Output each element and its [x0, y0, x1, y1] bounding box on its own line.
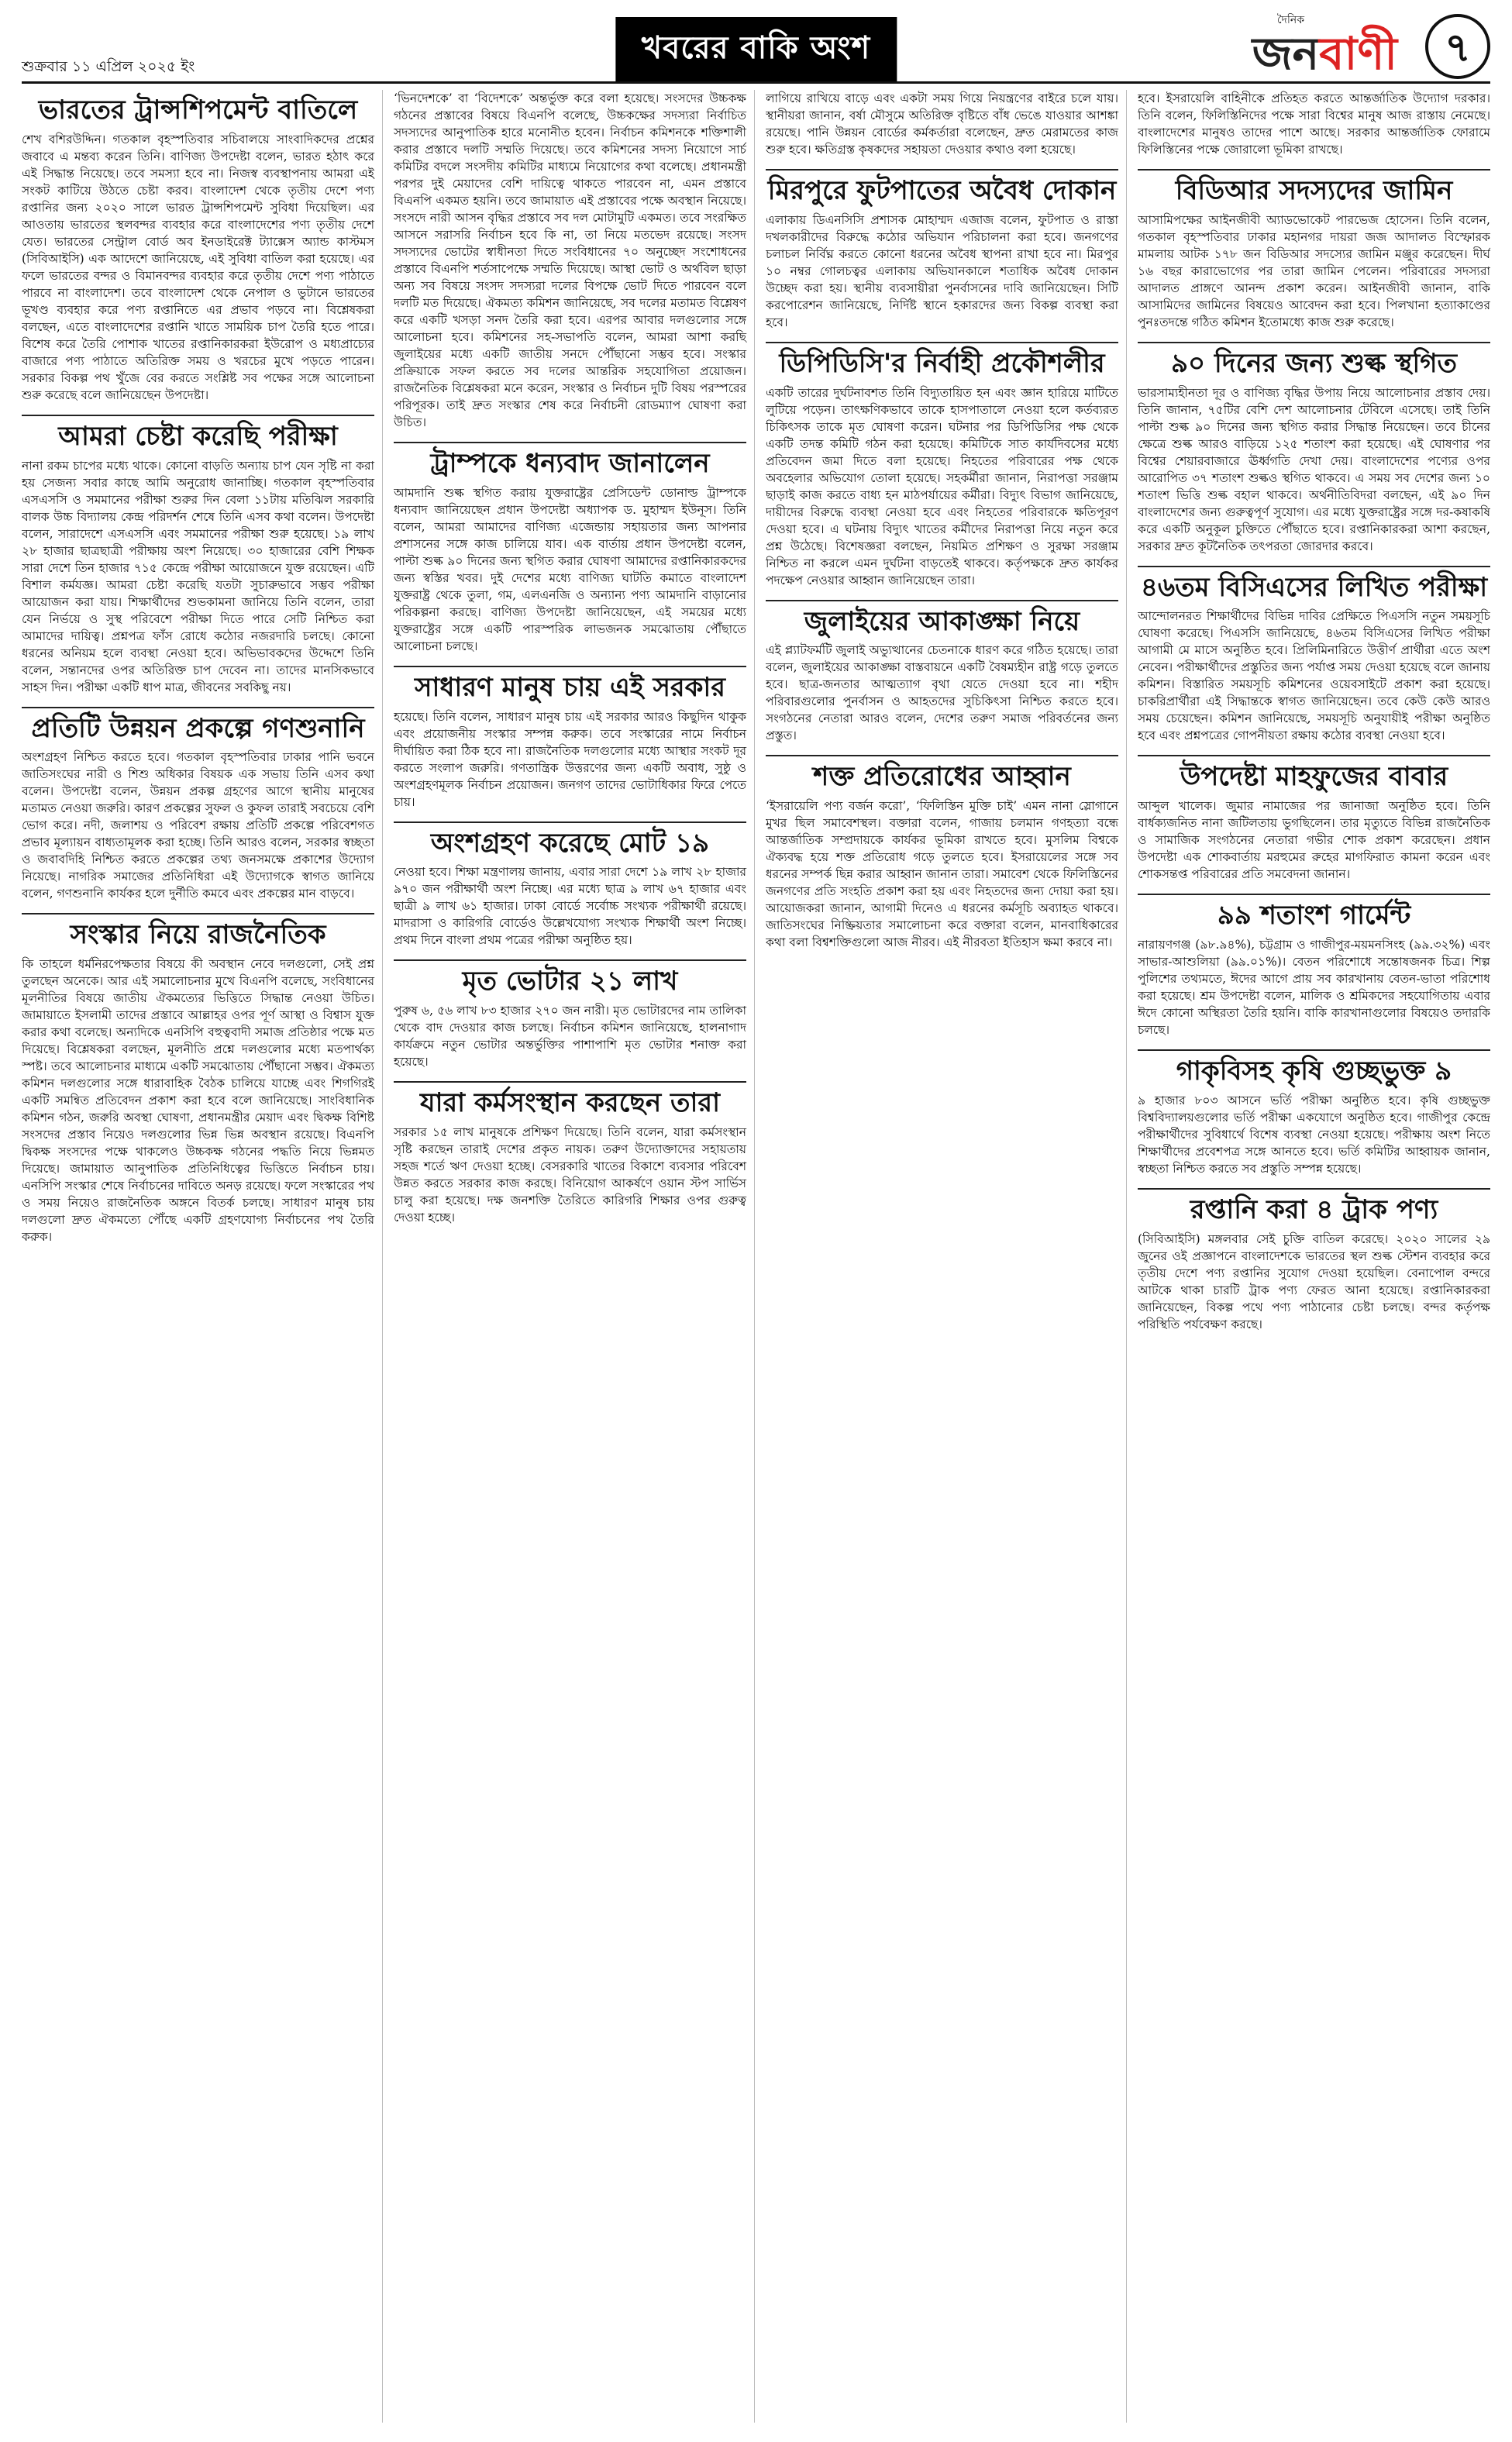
article	[394, 1081, 746, 1226]
article-headline: জুলাইয়ের আকাঙ্ক্ষা নিয়ে	[766, 600, 1118, 638]
newspaper-logo	[1252, 11, 1397, 80]
column-3	[766, 90, 1127, 2423]
article-body: ৯ হাজার ৮০৩ আসনে ভর্তি পরীক্ষা অনুষ্ঠিত হবে। কৃষি গুচ্ছভুক্ত বিশ্ববিদ্যালয়গুলোর ভর্তি পরীক্ষা একযোগে অনুষ্ঠিত হবে। গাজীপুর কেন্দ্রে পরীক্ষার্থীদের সুবিধার্থে বিশেষ ব্যবস্থা নেওয়া হয়েছে। পরীক্ষায় অংশ নিতে শিক্ষার্থীদের প্রবেশপত্র সঙ্গে আনতে হবে। ভর্তি কমিটির আহ্বায়ক জানান, স্বচ্ছতা নিশ্চিত করতে সব প্রস্তুতি সম্পন্ন হয়েছে।	[1138, 1093, 1490, 1176]
column-1	[22, 90, 383, 2423]
article-headline: মিরপুরে ফুটপাতের অবৈধ দোকান	[766, 169, 1118, 207]
article	[1138, 755, 1490, 883]
article-body: লাগিয়ে রাখিয়ে বাড়ে এবং একটা সময় গিয়ে নিয়ন্ত্রণের বাইরে চলে যায়। স্থানীয়রা জানান, বর্ষা মৌসুমে অতিরিক্ত বৃষ্টিতে বাঁধ ভেঙে যাওয়ার আশঙ্কা রয়েছে। পানি উন্নয়ন বোর্ডের কর্মকর্তারা বলেছেন, দ্রুত মেরামতের কাজ শুরু হবে। ক্ষতিগ্রস্ত কৃষকদের সহায়তা দেওয়ার কথাও বলা হয়েছে।	[766, 91, 1118, 157]
article-body: কি তাহলে ধর্মনিরপেক্ষতার বিষয়ে কী অবস্থান নেবে দলগুলো, সেই প্রশ্ন তুলছেন অনেকে। আর এই সমালোচনার মুখে বিএনপি বলেছে, সংবিধানের মূলনীতির বিষয়ে জাতীয় ঐকমত্যের ভিত্তিতে সিদ্ধান্ত নেওয়া উচিত। জামায়াতে ইসলামী তাদের প্রস্তাবে আল্লাহর ওপর পূর্ণ আস্থা ও বিশ্বাস যুক্ত করার কথা বলেছে। অন্যদিকে এনসিপি বহুত্ববাদী সমাজ প্রতিষ্ঠার পক্ষে মত দিয়েছে। বিশ্লেষকরা বলছেন, মূলনীতি প্রশ্নে দলগুলোর মধ্যে মতপার্থক্য স্পষ্ট। তবে আলোচনার মাধ্যমে একটি সমঝোতায় পৌঁছানো সম্ভব। ঐকমত্য কমিশন দলগুলোর সঙ্গে ধারাবাহিক বৈঠক চালিয়ে যাচ্ছে এবং শিগগিরই একটি সমন্বিত প্রতিবেদন প্রকাশ করা হবে বলে জানিয়েছে। সাংবিধানিক কমিশন গঠন, জরুরি অবস্থা ঘোষণা, প্রধানমন্ত্রীর মেয়াদ এবং দ্বিকক্ষ বিশিষ্ট সংসদের প্রস্তাব নিয়েও দলগুলোর ভিন্ন ভিন্ন অবস্থান রয়েছে। বিএনপি দ্বিকক্ষ সংসদের পক্ষে থাকলেও উচ্চকক্ষ গঠনের পদ্ধতি নিয়ে ভিন্নমত দিয়েছে। জামায়াত আনুপাতিক প্রতিনিধিত্বের ভিত্তিতে নির্বাচন চায়। এনসিপি সংস্কার শেষে নির্বাচনের দাবিতে অনড় রয়েছে। ফলে সংস্কারের পথ ও সময় নিয়েও রাজনৈতিক অঙ্গনে বিতর্ক চলছে। সাধারণ মানুষ চায় দলগুলো দ্রুত ঐকমত্যে পৌঁছে একটি গ্রহণযোগ্য নির্বাচনের পথ তৈরি করুক।	[22, 957, 374, 1245]
article-body: (সিবিআইসি) মঙ্গলবার সেই চুক্তি বাতিল করেছে। ২০২০ সালের ২৯ জুনের ওই প্রজ্ঞাপনে বাংলাদেশকে ভারতের স্থল শুল্ক স্টেশন ব্যবহার করে তৃতীয় দেশে পণ্য রপ্তানির সুযোগ দেওয়া হয়েছিল। বেনাপোল বন্দরে আটকে থাকা চারটি ট্রাক পণ্য ফেরত আনা হয়েছে। রপ্তানিকারকরা জানিয়েছেন, বিকল্প পথে পণ্য পাঠানোর চেষ্টা চলছে। বন্দর কর্তৃপক্ষ পরিস্থিতি পর্যবেক্ষণ করছে।	[1138, 1231, 1490, 1331]
article-headline: শক্ত প্রতিরোধের আহ্বান	[766, 755, 1118, 793]
column-4	[1138, 90, 1490, 2423]
article-body: আব্দুল খালেক। জুমার নামাজের পর জানাজা অনুষ্ঠিত হবে। তিনি বার্ধক্যজনিত নানা জটিলতায় ভুগছিলেন। তার মৃত্যুতে বিভিন্ন রাজনৈতিক ও সামাজিক সংগঠনের নেতারা গভীর শোক প্রকাশ করেছেন। প্রধান উপদেষ্টা এক শোকবার্তায় মরহুমের রুহের মাগফিরাত কামনা করেন এবং শোকসন্তপ্ত পরিবারের প্রতি সমবেদনা জানান।	[1138, 799, 1490, 882]
article-headline: ৯০ দিনের জন্য শুল্ক স্থগিত	[1138, 342, 1490, 380]
article-body: এলাকায় ডিএনসিসি প্রশাসক মোহাম্মদ এজাজ বলেন, ফুটপাত ও রাস্তা দখলকারীদের বিরুদ্ধে কঠোর অভিযান পরিচালনা করা হবে। জনগণের চলাচল নির্বিঘ্ন করতে কোনো ধরনের অবৈধ স্থাপনা রাখা হবে না। মিরপুর ১০ নম্বর গোলচত্বর এলাকায় অভিযানকালে শতাধিক অবৈধ দোকান উচ্ছেদ করা হয়। স্থানীয় ব্যবসায়ীরা পুনর্বাসনের দাবি জানিয়েছেন। সিটি করপোরেশন জানিয়েছে, নির্দিষ্ট স্থানে হকারদের জন্য বিকল্প ব্যবস্থা করা হবে।	[766, 212, 1118, 329]
article	[394, 666, 746, 811]
page-number: ৭	[1425, 14, 1490, 79]
article	[22, 707, 374, 903]
article-body: আমদানি শুল্ক স্থগিত করায় যুক্তরাষ্ট্রের প্রেসিডেন্ট ডোনাল্ড ট্রাম্পকে ধন্যবাদ জানিয়েছেন প্রধান উপদেষ্টা অধ্যাপক ড. মুহাম্মদ ইউনূস। তিনি বলেন, আমরা আমাদের বাণিজ্য এজেন্ডায় সহায়তার জন্য আপনার প্রশাসনের সঙ্গে কাজ চালিয়ে যাব। এক বার্তায় প্রধান উপদেষ্টা বলেন, পাল্টা শুল্ক ৯০ দিনের জন্য স্থগিত করার ঘোষণা আমাদের রপ্তানিকারকদের জন্য স্বস্তির খবর। দুই দেশের মধ্যে বাণিজ্য ঘাটতি কমাতে বাংলাদেশ যুক্তরাষ্ট্র থেকে তুলা, গম, এলএনজি ও অন্যান্য পণ্য আমদানি বাড়ানোর পরিকল্পনা করছে। বাণিজ্য উপদেষ্টা জানিয়েছেন, এই সময়ের মধ্যে যুক্তরাষ্ট্রের সঙ্গে একটি পারস্পরিক লাভজনক সমঝোতায় পৌঁছাতে আলোচনা চলছে।	[394, 485, 746, 653]
article	[394, 90, 746, 431]
article	[394, 821, 746, 949]
article-body: নানা রকম চাপের মধ্যে থাকে। কোনো বাড়তি অন্যায় চাপ যেন সৃষ্টি না করা হয় সেজন্য সবার কাছে আমি অনুরোধ জানাচ্ছি। গতকাল বৃহস্পতিবার এসএসসি ও সমমানের পরীক্ষা শুরুর দিন বেলা ১১টায় মতিঝিল সরকারি বালক উচ্চ বিদ্যালয় কেন্দ্র পরিদর্শন শেষে তিনি এসব কথা বলেন। উপদেষ্টা বলেন, সারাদেশে এসএসসি এবং সমমানের পরীক্ষা শুরু হয়েছে। ১৯ লাখ ২৮ হাজার ছাত্রছাত্রী পরীক্ষায় অংশ নিয়েছে। ৩০ হাজারের বেশি শিক্ষক সারা দেশে তিন হাজার ৭১৫ কেন্দ্রে পরীক্ষা আয়োজনে যুক্ত রয়েছেন। এটি বিশাল কর্মযজ্ঞ। আমরা চেষ্টা করেছি যতটা সুচারুভাবে সম্ভব পরীক্ষা আয়োজন করা যায়। শিক্ষার্থীদের শুভকামনা জানিয়ে তিনি বলেন, তারা যেন নির্ভয়ে ও সুস্থ পরিবেশে পরীক্ষা দিতে পারে সেটি নিশ্চিত করা আমাদের দায়িত্ব। প্রশ্নপত্র ফাঁস রোধে কঠোর নজরদারি চলছে। কোনো ধরনের অনিয়ম হলে ব্যবস্থা নেওয়া হবে। অভিভাবকদের উদ্দেশে তিনি বলেন, সন্তানদের ওপর অতিরিক্ত চাপ দেবেন না। তাদের মানসিকভাবে সাহস দিন। পরীক্ষা একটি ধাপ মাত্র, জীবনের সবকিছু নয়।	[22, 458, 374, 694]
article-headline: যারা কর্মসংস্থান করছেন তারা	[394, 1081, 746, 1119]
article	[22, 95, 374, 404]
article-headline: ৯৯ শতাংশ গার্মেন্ট	[1138, 894, 1490, 932]
article-body: আসামিপক্ষের আইনজীবী অ্যাডভোকেট পারভেজ হোসেন। তিনি বলেন, গতকাল বৃহস্পতিবার ঢাকার মহানগর দায়রা জজ আদালত বিস্ফোরক মামলায় আটক ১৭৮ জন বিডিআর সদস্যের জামিন মঞ্জুর করেছেন। দীর্ঘ ১৬ বছর কারাভোগের পর তারা জামিন পেলেন। পরিবারের সদস্যরা আদালত প্রাঙ্গণে আনন্দ প্রকাশ করেন। আইনজীবী জানান, বাকি আসামিদের জামিনের বিষয়েও আবেদন করা হবে। পিলখানা হত্যাকাণ্ডের পুনঃতদন্তে গঠিত কমিশন ইতোমধ্যে কাজ শুরু করেছে।	[1138, 212, 1490, 329]
article	[394, 442, 746, 655]
article	[22, 415, 374, 696]
article	[1138, 1188, 1490, 1333]
section-title: খবরের বাকি অংশ	[615, 17, 897, 81]
article-headline: মৃত ভোটার ২১ লাখ	[394, 959, 746, 997]
article	[766, 90, 1118, 158]
columns	[22, 90, 1490, 2423]
article-headline: উপদেষ্টা মাহফুজের বাবার	[1138, 755, 1490, 793]
article	[766, 342, 1118, 589]
article-body: অংশগ্রহণ নিশ্চিত করতে হবে। গতকাল বৃহস্পতিবার ঢাকার পানি ভবনে জাতিসংঘের নারী ও শিশু অধিকার বিষয়ক এক সভায় তিনি এসব কথা বলেন। উপদেষ্টা বলেন, উন্নয়ন প্রকল্প গ্রহণের আগে স্থানীয় মানুষের মতামত নেওয়া জরুরি। কারণ প্রকল্পের সুফল ও কুফল তারাই সবচেয়ে বেশি ভোগ করে। নদী, জলাশয় ও পরিবেশ রক্ষায় প্রতিটি প্রকল্পে পরিবেশগত প্রভাব মূল্যায়ন বাধ্যতামূলক করা হচ্ছে। তিনি আরও বলেন, সরকার স্বচ্ছতা ও জবাবদিহি নিশ্চিত করতে প্রকল্পের তথ্য জনসমক্ষে প্রকাশের উদ্যোগ নিয়েছে। নাগরিক সমাজের প্রতিনিধিরা এই উদ্যোগকে স্বাগত জানিয়ে বলেন, গণশুনানি কার্যকর হলে দুর্নীতি কমবে এবং প্রকল্পের মান বাড়বে।	[22, 750, 374, 901]
article-headline: সাধারণ মানুষ চায় এই সরকার	[394, 666, 746, 704]
article-body: পুরুষ ৬, ৫৬ লাখ ৮৩ হাজার ২৭০ জন নারী। মৃত ভোটারদের নাম তালিকা থেকে বাদ দেওয়ার কাজ চলছে। নির্বাচন কমিশন জানিয়েছে, হালনাগাদ কার্যক্রমে নতুন ভোটার অন্তর্ভুক্তির পাশাপাশি মৃত ভোটার শনাক্ত করা হয়েছে।	[394, 1004, 746, 1069]
article-body: হয়েছে। তিনি বলেন, সাধারণ মানুষ চায় এই সরকার আরও কিছুদিন থাকুক এবং প্রয়োজনীয় সংস্কার সম্পন্ন করুক। তবে সংস্কারের নামে নির্বাচন দীর্ঘায়িত করা ঠিক হবে না। রাজনৈতিক দলগুলোর মধ্যে আস্থার সংকট দূর করতে সংলাপ জরুরি। গণতান্ত্রিক উত্তরণের জন্য একটি অবাধ, সুষ্ঠু ও অংশগ্রহণমূলক নির্বাচন প্রয়োজন। জনগণ তাদের ভোটাধিকার ফিরে পেতে চায়।	[394, 709, 746, 809]
logo-part-1: জন	[1252, 27, 1320, 80]
article-body: হবে। ইসরায়েলি বাহিনীকে প্রতিহত করতে আন্তর্জাতিক উদ্যোগ দরকার। তিনি বলেন, ফিলিস্তিনিদের পক্ষে সারা বিশ্বের মানুষ আজ রাস্তায় নেমেছে। বাংলাদেশের মানুষও তাদের পাশে আছে। সরকার আন্তর্জাতিক ফোরামে ফিলিস্তিনের পক্ষে জোরালো ভূমিকা রাখছে।	[1138, 91, 1490, 157]
logo-part-2: বাণী	[1319, 27, 1397, 80]
article	[766, 600, 1118, 745]
article	[1138, 566, 1490, 745]
article-headline: বিডিআর সদস্যদের জামিন	[1138, 169, 1490, 207]
article-headline: প্রতিটি উন্নয়ন প্রকল্পে গণশুনানি	[22, 707, 374, 745]
article-body: ‘ভিনদেশকে’ বা ‘বিদেশকে’ অন্তর্ভুক্ত করে বলা হয়েছে। সংসদের উচ্চকক্ষ গঠনের প্রস্তাবের বিষয়ে বিএনপি বলেছে, উচ্চকক্ষের সদস্যরা নির্বাচিত সদস্যদের আনুপাতিক হারে মনোনীত হবেন। নির্বাচন কমিশনকে শক্তিশালী করার প্রস্তাবে দলটি সম্মতি দিয়েছে। তবে কমিশনের সদস্য নিয়োগে সার্চ কমিটির বদলে সংসদীয় কমিটির মাধ্যমে নিয়োগের কথা বলেছে। প্রধানমন্ত্রী পরপর দুই মেয়াদের বেশি দায়িত্বে থাকতে পারবেন না, এমন প্রস্তাবে বিএনপি একমত হয়নি। তবে জামায়াত এই প্রস্তাবের পক্ষে অবস্থান নিয়েছে। সংসদে নারী আসন বৃদ্ধির প্রস্তাবে সব দল মোটামুটি একমত। তবে সংরক্ষিত আসনে সরাসরি নির্বাচন হবে কি না, তা নিয়ে মতভেদ রয়েছে। সংসদ সদস্যদের ভোটের স্বাধীনতা দিতে সংবিধানের ৭০ অনুচ্ছেদ সংশোধনের প্রস্তাবে বিএনপি শর্তসাপেক্ষে সম্মতি দিয়েছে। আস্থা ভোট ও অর্থবিল ছাড়া অন্য সব বিষয়ে সংসদ সদস্যরা দলের বিপক্ষে ভোট দিতে পারবেন বলে দলটি মত দিয়েছে। ঐকমত্য কমিশন জানিয়েছে, সব দলের মতামত বিশ্লেষণ করে একটি খসড়া সনদ তৈরি করা হবে। এরপর আবার দলগুলোর সঙ্গে আলোচনা হবে। কমিশনের সহ-সভাপতি বলেন, আমরা আশা করছি জুলাইয়ের মধ্যে একটি জাতীয় সনদে পৌঁছানো সম্ভব হবে। সংস্কার প্রক্রিয়াকে সফল করতে সব দলের আন্তরিক সহযোগিতা প্রয়োজন। রাজনৈতিক বিশ্লেষকরা মনে করেন, সংস্কার ও নির্বাচন দুটি বিষয় পরস্পরের পরিপূরক। তাই দ্রুত সংস্কার শেষ করে নির্বাচনী রোডম্যাপ ঘোষণা করা উচিত।	[394, 91, 746, 429]
article	[766, 755, 1118, 951]
article-body: আন্দোলনরত শিক্ষার্থীদের বিভিন্ন দাবির প্রেক্ষিতে পিএসসি নতুন সময়সূচি ঘোষণা করেছে। পিএসসি জানিয়েছে, ৪৬তম বিসিএসের লিখিত পরীক্ষা আগামী মে মাসে অনুষ্ঠিত হবে। প্রিলিমিনারিতে উত্তীর্ণ প্রার্থীরা এতে অংশ নেবেন। পরীক্ষার্থীদের প্রস্তুতির জন্য পর্যাপ্ত সময় দেওয়া হয়েছে বলে জানায় কমিশন। বিস্তারিত সময়সূচি কমিশনের ওয়েবসাইটে প্রকাশ করা হয়েছে। চাকরিপ্রার্থীরা এই সিদ্ধান্তকে স্বাগত জানিয়েছেন। তবে কেউ কেউ আরও সময় চেয়েছেন। কমিশন জানিয়েছে, সময়সূচি অনুযায়ীই পরীক্ষা অনুষ্ঠিত হবে এবং প্রশ্নপত্রের গোপনীয়তা রক্ষায় কঠোর ব্যবস্থা নেওয়া হবে।	[1138, 609, 1490, 743]
article-body: সরকার ১৫ লাখ মানুষকে প্রশিক্ষণ দিয়েছে। তিনি বলেন, যারা কর্মসংস্থান সৃষ্টি করছেন তারাই দেশের প্রকৃত নায়ক। তরুণ উদ্যোক্তাদের সহায়তায় সহজ শর্তে ঋণ দেওয়া হচ্ছে। বেসরকারি খাতের বিকাশে ব্যবসার পরিবেশ উন্নত করতে সরকার কাজ করছে। বিনিয়োগ আকর্ষণে ওয়ান স্টপ সার্ভিস চালু করা হয়েছে। দক্ষ জনশক্তি তৈরিতে কারিগরি শিক্ষার ওপর গুরুত্ব দেওয়া হচ্ছে।	[394, 1125, 746, 1224]
article-body: নেওয়া হবে। শিক্ষা মন্ত্রণালয় জানায়, এবার সারা দেশে ১৯ লাখ ২৮ হাজার ৯৭০ জন পরীক্ষার্থী অংশ নিচ্ছে। এর মধ্যে ছাত্র ৯ লাখ ৬৭ হাজার এবং ছাত্রী ৯ লাখ ৬১ হাজার। ঢাকা বোর্ডে সর্বোচ্চ সংখ্যক পরীক্ষার্থী রয়েছে। মাদরাসা ও কারিগরি বোর্ডেও উল্লেখযোগ্য সংখ্যক শিক্ষার্থী অংশ নিচ্ছে। প্রথম দিনে বাংলা প্রথম পত্রের পরীক্ষা অনুষ্ঠিত হয়।	[394, 865, 746, 948]
article-headline: ডিপিডিসি'র নির্বাহী প্রকৌশলীর	[766, 342, 1118, 380]
article-headline: গাকৃবিসহ কৃষি গুচ্ছভুক্ত ৯	[1138, 1049, 1490, 1087]
article-headline: আমরা চেষ্টা করেছি পরীক্ষা	[22, 415, 374, 453]
article	[394, 959, 746, 1070]
article	[1138, 90, 1490, 158]
article	[1138, 1049, 1490, 1177]
article-headline: সংস্কার নিয়ে রাজনৈতিক	[22, 913, 374, 951]
logo-tagline: দৈনিক	[1276, 14, 1304, 26]
article-body: ভারসাম্যহীনতা দূর ও বাণিজ্য বৃদ্ধির উপায় নিয়ে আলোচনার প্রস্তাব দেয়। তিনি জানান, ৭৫টির বেশি দেশ আলোচনার টেবিলে এসেছে। তাই তিনি পাল্টা শুল্ক ৯০ দিনের জন্য স্থগিত করার সিদ্ধান্ত নিয়েছেন। তবে চীনের ক্ষেত্রে শুল্ক আরও বাড়িয়ে ১২৫ শতাংশ করা হয়েছে। এই ঘোষণার পর বিশ্বের শেয়ারবাজারে ঊর্ধ্বগতি দেখা দেয়। বাংলাদেশের পণ্যের ওপর আরোপিত ৩৭ শতাংশ শুল্কও স্থগিত থাকবে। এ সময় সব দেশের জন্য ১০ শতাংশ ভিত্তি শুল্ক বহাল থাকবে। অর্থনীতিবিদরা বলছেন, এই ৯০ দিন বাংলাদেশের জন্য গুরুত্বপূর্ণ সুযোগ। এর মধ্যে যুক্তরাষ্ট্রের সঙ্গে দর-কষাকষি করে একটি অনুকূল চুক্তিতে পৌঁছাতে হবে। রপ্তানিকারকরা আশা করছেন, সরকার দ্রুত কূটনৈতিক তৎপরতা জোরদার করবে।	[1138, 385, 1490, 553]
article	[1138, 169, 1490, 331]
article-body: এই প্ল্যাটফর্মটি জুলাই অভ্যুত্থানের চেতনাকে ধারণ করে গঠিত হয়েছে। তারা বলেন, জুলাইয়ের আকাঙ্ক্ষা বাস্তবায়নে একটি বৈষম্যহীন রাষ্ট্র গড়ে তুলতে হবে। ছাত্র-জনতার আত্মত্যাগ বৃথা যেতে দেওয়া হবে না। শহীদ পরিবারগুলোর পুনর্বাসন ও আহতদের সুচিকিৎসা নিশ্চিত করতে হবে। সংগঠনের নেতারা আরও বলেন, দেশের তরুণ সমাজ পরিবর্তনের জন্য প্রস্তুত।	[766, 643, 1118, 743]
article	[22, 913, 374, 1245]
article	[766, 169, 1118, 331]
article-headline: ৪৬তম বিসিএসের লিখিত পরীক্ষা	[1138, 566, 1490, 604]
article-body: নারায়ণগঞ্জ (৯৮.৯৪%), চট্টগ্রাম ও গাজীপুর-ময়মনসিংহ (৯৯.৩২%) এবং সাভার-আশুলিয়া (৯৯.০১%)। বেতন পরিশোধে সন্তোষজনক চিত্র। শিল্প পুলিশের তথ্যমতে, ঈদের আগে প্রায় সব কারখানায় বেতন-ভাতা পরিশোধ করা হয়েছে। শ্রম উপদেষ্টা বলেন, মালিক ও শ্রমিকদের সহযোগিতায় এবার ঈদে কোনো অস্থিরতা তৈরি হয়নি। বাকি কারখানাগুলোর বিষয়েও তদারকি চলছে।	[1138, 937, 1490, 1037]
article	[1138, 894, 1490, 1038]
article-body: শেখ বশিরউদ্দিন। গতকাল বৃহস্পতিবার সচিবালয়ে সাংবাদিকদের প্রশ্নের জবাবে এ মন্তব্য করেন তিনি। বাণিজ্য উপদেষ্টা বলেন, ভারত হঠাৎ করে এই সিদ্ধান্ত নিয়েছে। তবে সমস্যা হবে না। নিজস্ব ব্যবস্থাপনায় আমরা এই সংকট কাটিয়ে উঠতে চেষ্টা করব। বাংলাদেশ থেকে তৃতীয় দেশে পণ্য রপ্তানির জন্য ২০২০ সালে ভারত ট্রান্সশিপমেন্ট সুবিধা দিয়েছিল। এর আওতায় ভারতের স্থলবন্দর ব্যবহার করে বাংলাদেশের পণ্য তৃতীয় দেশে যেত। ভারতের সেন্ট্রাল বোর্ড অব ইনডাইরেক্ট ট্যাক্সেস অ্যান্ড কাস্টমস (সিবিআইসি) এক আদেশে জানিয়েছে, এই সুবিধা বাতিল করা হয়েছে। এর ফলে ভারতের বন্দর ও বিমানবন্দর ব্যবহার করে তৃতীয় দেশে পণ্য পাঠাতে পারবে না বাংলাদেশ। তবে বাংলাদেশ থেকে নেপাল ও ভুটানে ভারতের ভূখণ্ড ব্যবহার করে পণ্য রপ্তানিতে এর প্রভাব পড়বে না। বিশ্লেষকরা বলছেন, এতে বাংলাদেশের রপ্তানি খাতে সাময়িক চাপ তৈরি হতে পারে। বিশেষ করে তৈরি পোশাক খাতের রপ্তানিকারকরা ইউরোপ ও মধ্যপ্রাচ্যের বাজারে পণ্য পাঠাতে অতিরিক্ত সময় ও খরচের মুখে পড়তে পারেন। সরকার বিকল্প পথ খুঁজে বের করতে সংশ্লিষ্ট সব পক্ষের সঙ্গে আলোচনা শুরু করেছে বলে জানিয়েছেন উপদেষ্টা।	[22, 132, 374, 402]
masthead	[22, 8, 1490, 84]
issue-date: শুক্রবার ১১ এপ্রিল ২০২৫ ইং	[22, 58, 195, 75]
logo-wordmark	[1252, 27, 1397, 80]
article-headline: অংশগ্রহণ করেছে মোট ১৯	[394, 821, 746, 859]
article-headline: ট্রাম্পকে ধন্যবাদ জানালেন	[394, 442, 746, 480]
article-headline: ভারতের ট্রান্সশিপমেন্ট বাতিলে	[38, 95, 358, 126]
column-2	[394, 90, 755, 2423]
article	[1138, 342, 1490, 555]
article-body: ‘ইসরায়েলি পণ্য বর্জন করো’, ‘ফিলিস্তিন মুক্তি চাই’ এমন নানা স্লোগানে মুখর ছিল সমাবেশস্থল। বক্তারা বলেন, গাজায় চলমান গণহত্যা বন্ধে আন্তর্জাতিক সম্প্রদায়কে কার্যকর ভূমিকা রাখতে হবে। মুসলিম বিশ্বকে ঐক্যবদ্ধ হয়ে শক্ত প্রতিরোধ গড়ে তুলতে হবে। ইসরায়েলের সঙ্গে সব ধরনের সম্পর্ক ছিন্ন করার আহ্বান জানান তারা। সমাবেশ থেকে ফিলিস্তিনের জনগণের প্রতি সংহতি প্রকাশ করা হয় এবং নিহতদের জন্য দোয়া করা হয়। আয়োজকরা জানান, আগামী দিনেও এ ধরনের কর্মসূচি অব্যাহত থাকবে। জাতিসংঘের নিষ্ক্রিয়তার সমালোচনা করে বক্তারা বলেন, মানবাধিকারের কথা বলা বিশ্বশক্তিগুলো আজ নীরব। এই নীরবতা ইতিহাস ক্ষমা করবে না।	[766, 799, 1118, 950]
article-headline: রপ্তানি করা ৪ ট্রাক পণ্য	[1138, 1188, 1490, 1226]
article-body: একটি তারের দুর্ঘটনাবশত তিনি বিদ্যুতায়িত হন এবং জ্ঞান হারিয়ে মাটিতে লুটিয়ে পড়েন। তাৎক্ষণিকভাবে তাকে হাসপাতালে নেওয়া হলে কর্তব্যরত চিকিৎসক তাকে মৃত ঘোষণা করেন। ঘটনার পর ডিপিডিসির পক্ষ থেকে একটি তদন্ত কমিটি গঠন করা হয়েছে। কমিটিকে সাত কার্যদিবসের মধ্যে প্রতিবেদন জমা দিতে বলা হয়েছে। নিহতের পরিবারের পক্ষ থেকে অবহেলার অভিযোগ তোলা হয়েছে। সহকর্মীরা জানান, নিরাপত্তা সরঞ্জাম ছাড়াই কাজ করতে বাধ্য হন মাঠপর্যায়ের কর্মীরা। বিদ্যুৎ বিভাগ জানিয়েছে, দায়ীদের বিরুদ্ধে ব্যবস্থা নেওয়া হবে এবং নিহতের পরিবারকে ক্ষতিপূরণ দেওয়া হবে। এ ঘটনায় বিদ্যুৎ খাতের কর্মীদের নিরাপত্তা নিয়ে নতুন করে প্রশ্ন উঠেছে। বিশেষজ্ঞরা বলছেন, নিয়মিত প্রশিক্ষণ ও সুরক্ষা সরঞ্জাম নিশ্চিত না করলে এমন দুর্ঘটনা বাড়তেই থাকবে। কর্তৃপক্ষকে দ্রুত কার্যকর পদক্ষেপ নেওয়ার আহ্বান জানিয়েছেন তারা।	[766, 385, 1118, 587]
